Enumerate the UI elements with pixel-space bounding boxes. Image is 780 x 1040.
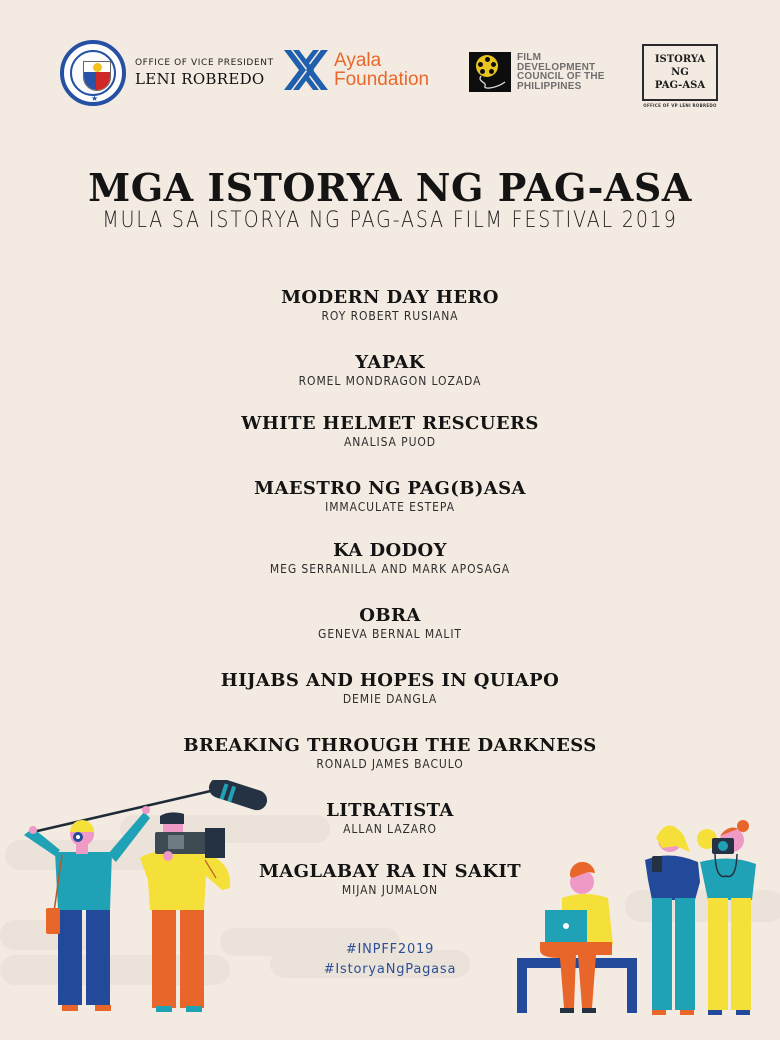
film-title: KA DODOY — [333, 540, 447, 561]
film-entry — [0, 478, 780, 540]
page-title: MGA ISTORYA NG PAG-ASA — [88, 165, 692, 210]
page-subtitle: MULA SA ISTORYA NG PAG-ASA FILM FESTIVAL 2019 — [102, 208, 678, 233]
film-director: IMMACULATE ESTEPA — [325, 500, 455, 514]
hashtag: #IstoryaNgPagasa — [323, 962, 457, 977]
istorya-subtext: OFFICE OF VP LENI ROBREDO — [643, 103, 717, 108]
film-title: BREAKING THROUGH THE DARKNESS — [183, 735, 597, 756]
fdcp-line: DEVELOPMENT — [517, 61, 596, 73]
ayala-line1: Ayala — [334, 50, 382, 71]
film-director: ROMEL MONDRAGON LOZADA — [298, 374, 482, 388]
hashtag: #INPFF2019 — [345, 942, 435, 957]
ayala-foundation-logo — [284, 50, 429, 90]
fdcp-line: PHILIPPINES — [517, 80, 582, 92]
fdcp-logo — [469, 52, 605, 92]
film-entry — [0, 352, 780, 413]
film-entry — [0, 287, 780, 352]
film-entry — [0, 605, 780, 670]
film-title: MAGLABAY RA IN SAKIT — [258, 861, 522, 882]
fdcp-line: COUNCIL OF THE — [517, 71, 605, 82]
ovp-logo — [60, 40, 274, 106]
ovp-label: OFFICE OF VICE PRESIDENT — [135, 58, 274, 68]
film-title: WHITE HELMET RESCUERS — [241, 413, 539, 434]
ovp-name: LENI ROBREDO — [135, 70, 265, 88]
film-title: MAESTRO NG PAG(B)ASA — [254, 478, 526, 499]
film-director: ALLAN LAZARO — [343, 822, 437, 836]
audience-illustration — [500, 810, 780, 1040]
film-director: DEMIE DANGLA — [342, 692, 438, 706]
film-director: MIJAN JUMALON — [341, 883, 439, 897]
film-reel-icon — [469, 52, 511, 92]
film-director: MEG SERRANILLA AND MARK APOSAGA — [269, 562, 511, 576]
film-title: YAPAK — [355, 352, 425, 373]
film-entry — [0, 670, 780, 735]
ovp-seal-icon: ★ — [60, 40, 126, 106]
film-title: MODERN DAY HERO — [281, 287, 499, 308]
film-director: GENEVA BERNAL MALIT — [318, 627, 462, 641]
ayala-mark-icon — [284, 50, 328, 90]
film-director: RONALD JAMES BACULO — [316, 757, 464, 771]
film-title: OBRA — [359, 605, 421, 626]
film-entry — [0, 540, 780, 605]
film-entry — [0, 413, 780, 478]
film-director: ROY ROBERT RUSIANA — [321, 309, 459, 323]
film-title: LITRATISTA — [326, 800, 454, 821]
istorya-logo — [642, 44, 718, 108]
ayala-line2: Foundation — [334, 69, 430, 90]
istorya-line: NG — [671, 67, 689, 78]
istorya-line: ISTORYA — [654, 54, 706, 65]
film-director: ANALISA PUOD — [344, 435, 436, 449]
istorya-line: PAG-ASA — [654, 80, 706, 91]
fdcp-line: FILM — [517, 52, 542, 63]
film-crew-illustration — [0, 780, 290, 1040]
film-title: HIJABS AND HOPES IN QUIAPO — [220, 670, 560, 691]
